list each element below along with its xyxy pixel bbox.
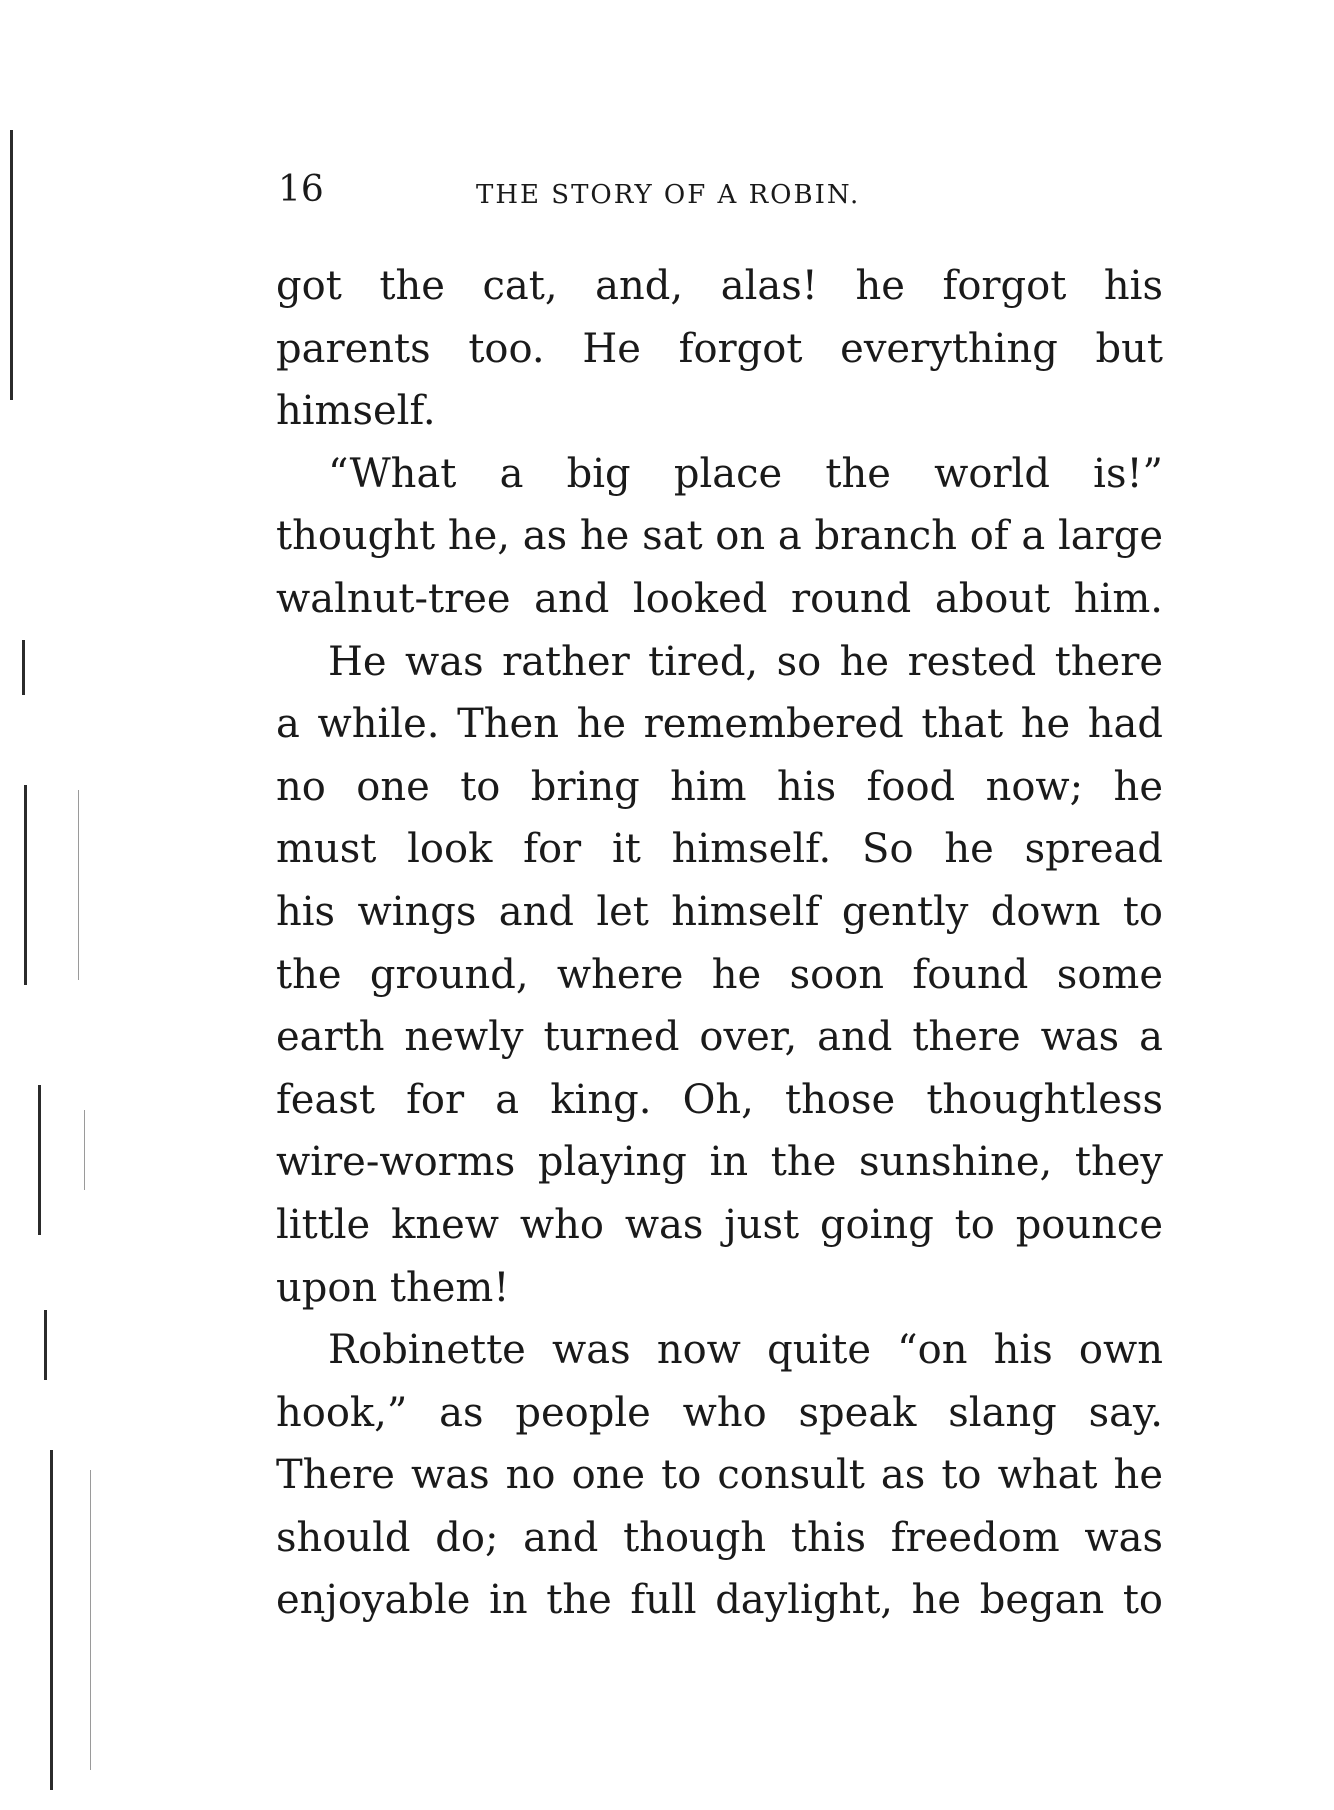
body-text — [276, 255, 1163, 1632]
scan-edge-mark — [38, 1085, 41, 1235]
text-line: Robinette was now quite “on his own — [328, 1327, 1163, 1374]
text-line: a while. Then he remembered that he had — [276, 701, 1163, 748]
paragraph — [276, 255, 1163, 443]
scan-edge-mark — [10, 130, 13, 400]
text-line: himself. — [276, 388, 436, 435]
text-line: no one to bring him his food now; he — [276, 763, 1163, 810]
page-number: 16 — [278, 169, 324, 210]
text-line: earth newly turned over, and there was a — [276, 1014, 1163, 1061]
scan-edge-mark — [44, 1310, 47, 1380]
text-line: his wings and let himself gently down to — [276, 888, 1163, 935]
text-line: hook,” as people who speak slang say. — [276, 1389, 1163, 1436]
page-header — [278, 170, 1162, 220]
text-line: must look for it himself. So he spread — [276, 826, 1163, 873]
text-line: There was no one to consult as to what he — [276, 1452, 1163, 1499]
text-line: got the cat, and, alas! he forgot his — [276, 263, 1163, 309]
paragraph — [276, 631, 1163, 1320]
text-line: the ground, where he soon found some — [276, 951, 1163, 998]
scan-edge-mark — [22, 640, 25, 695]
text-line: enjoyable in the full daylight, he began to — [276, 1577, 1163, 1624]
text-line: should do; and though this freedom was — [276, 1514, 1163, 1561]
text-line: parents too. He forgot everything but — [276, 325, 1163, 372]
scan-edge-mark — [84, 1110, 85, 1190]
paragraph — [276, 1319, 1163, 1632]
scan-edge-mark — [78, 790, 79, 980]
paragraph — [276, 443, 1163, 631]
running-title: THE STORY OF A ROBIN. — [476, 180, 861, 210]
text-line: little knew who was just going to pounce — [276, 1201, 1163, 1248]
text-line: upon them! — [276, 1264, 510, 1311]
text-line: feast for a king. Oh, those thoughtless — [276, 1076, 1163, 1123]
scan-edge-mark — [50, 1450, 53, 1790]
text-line: “What a big place the world is!” — [328, 450, 1163, 497]
text-line: He was rather tired, so he rested there — [328, 638, 1163, 685]
text-line: wire-worms playing in the sunshine, they — [276, 1139, 1163, 1186]
scan-edge-mark — [24, 785, 27, 985]
scan-edge-mark — [90, 1470, 91, 1770]
text-line: walnut-tree and looked round about him. — [276, 575, 1163, 622]
text-line: thought he, as he sat on a branch of a large — [276, 513, 1163, 560]
